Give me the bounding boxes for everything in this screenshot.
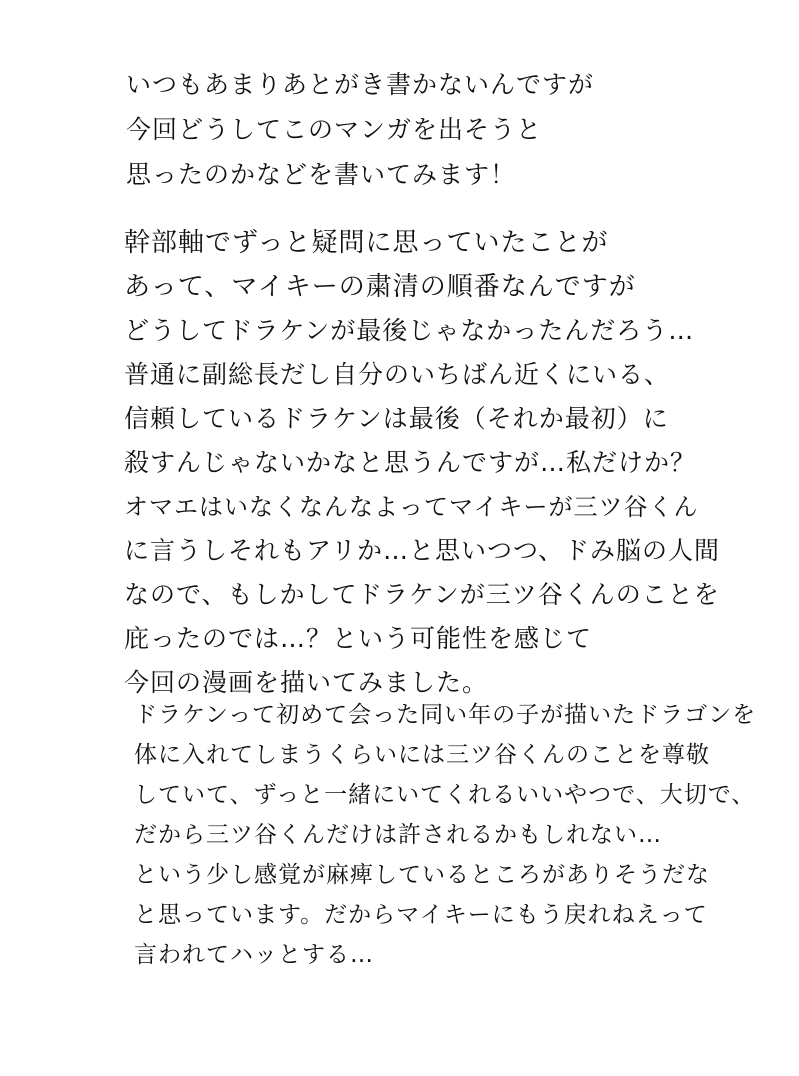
text-line: 体に入れてしまうくらいには三ツ谷くんのことを尊敬: [134, 742, 710, 768]
text-line: 殺すんじゃないかなと思うんですが…私だけか？: [124, 448, 697, 477]
text-line: ドラケンって初めて会った同い年の子が描いたドラゴンを: [134, 702, 757, 728]
text-line: なので、もしかしてドラケンが三ツ谷くんのことを: [124, 580, 720, 609]
text-line: 今回どうしてこのマンガを出そうと: [126, 115, 543, 144]
text-line: 今回の漫画を描いてみました。: [124, 668, 489, 697]
text-line: オマエはいなくなんなよってマイキーが三ツ谷くん: [124, 493, 699, 521]
text-line: という少し感覚が麻痺しているところがありそうだな: [134, 862, 710, 888]
text-line: 信頼しているドラケンは最後（それか最初）に: [124, 404, 669, 433]
text-line: に言うしそれもアリか…と思いつつ、ドみ脳の人間: [124, 536, 721, 565]
text-line: 言われてハッとする…: [134, 942, 374, 968]
text-line: していて、ずっと一緒にいてくれるいいやつで、大切で、: [134, 782, 756, 808]
text-line: 幹部軸でずっと疑問に思っていたことが: [124, 228, 609, 258]
text-line: 庇ったのでは…？という可能性を感じて: [124, 624, 593, 653]
text-line: あって、マイキーの粛清の順番なんですが: [124, 272, 636, 302]
text-line: 思ったのかなどを書いてみます！: [126, 160, 517, 189]
text-line: いつもあまりあとがき書かないんですが: [126, 70, 595, 99]
text-line: だから三ツ谷くんだけは許されるかもしれない…: [134, 822, 662, 848]
text-line: どうしてドラケンが最後じゃなかったんだろう…: [124, 316, 695, 345]
text-line: 普通に副総長だし自分のいちばん近くにいる、: [124, 360, 671, 389]
text-line: と思っています。だからマイキーにもう戻れねえって: [134, 902, 708, 928]
